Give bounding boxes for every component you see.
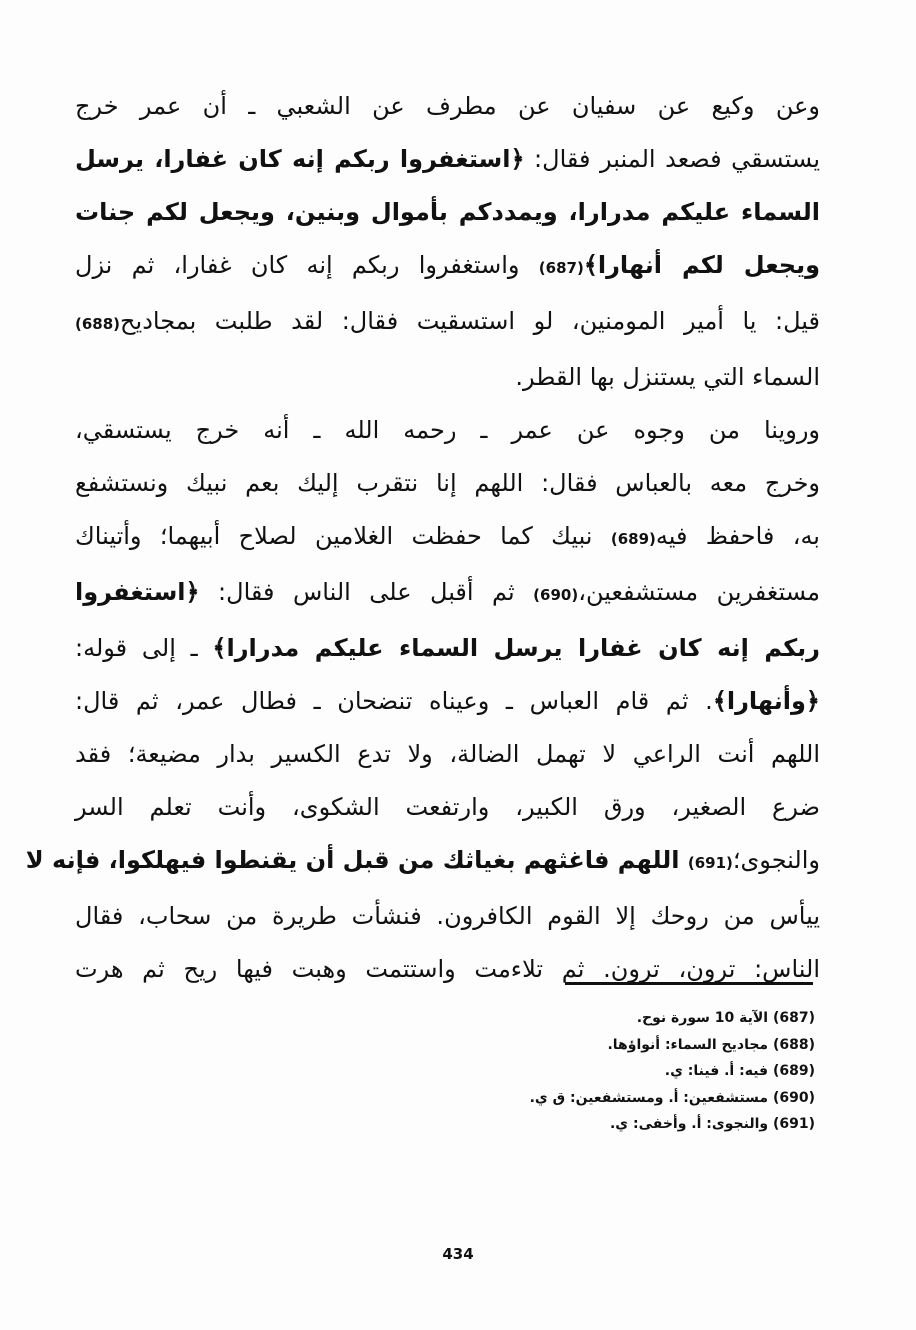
text-segment: ثم أقبل على الناس فقال: [199,578,534,606]
text-line [75,351,820,404]
footnote-688: (688) مجاديح السماء: أنواؤها. [607,1036,815,1053]
text-line [75,781,820,834]
text-segment: نبيك كما حفظت الغلامين لصلاح أبيهما؛ وأتيناك [75,522,611,550]
footnote-divider [565,982,813,985]
quran-quote: ربكم إنه كان غفارا يرسل السماء عليكم مدرارا﴾ [212,634,820,662]
footnote-691: (691) والنجوى: أ. وأخفى: ي. [609,1116,815,1132]
quran-quote: ويجعل لكم أنهارا﴾ [583,251,820,279]
text-segment: وروينا من وجوه عن عمر ـ رحمه الله ـ أنه خرج يستسقي، [75,416,820,444]
text-line [75,239,820,295]
text-line [75,510,820,566]
text-line [75,890,820,943]
text-line [75,457,820,510]
text-segment: والنجوى؛ [732,846,820,874]
text-line [75,186,820,239]
text-line [75,622,820,675]
footnote-689: (689) فيه: أ. فينا: ي. [664,1063,815,1079]
footnote-690: (690) مستشفعين: أ. ومستشفعين: ق ي. [529,1089,815,1106]
text-line [75,133,820,186]
text-segment: به، فاحفظ فيه [655,522,820,550]
text-segment: مستغفرين مستشفعين، [578,578,820,606]
footnote-ref[interactable]: (689) [610,530,656,548]
text-segment: ـ إلى قوله: [75,634,213,662]
text-segment: قيل: يا أمير المومنين، لو استسقيت فقال: لقد طلبت بمجاديح [120,307,820,335]
text-line [75,675,820,728]
text-line [75,404,820,457]
footnote-ref[interactable]: (691) [687,854,733,872]
text-line [75,943,820,996]
text-segment: اللهم أنت الراعي لا تهمل الضالة، ولا تدع الكسير بدار مضيعة؛ فقد [75,740,820,768]
quran-quote: ﴿استغفروا [75,578,200,606]
text-line [75,566,820,622]
text-line [75,295,820,351]
paragraph-2 [25,404,820,996]
text-segment: . ثم قام العباس ـ وعيناه تنضحان ـ فطال عمر، ثم قال: [75,687,713,715]
text-segment: واستغفروا ربكم إنه كان غفارا، ثم نزل [75,251,539,279]
text-segment: ييأس من روحك إلا القوم الكافرون. فنشأت طريرة من سحاب، فقال [75,902,820,930]
paragraph-1 [75,80,820,404]
text-line [25,834,820,890]
text-segment: وعن وكيع عن سفيان عن مطرف عن الشعبي ـ أن عمر خرج [75,92,820,120]
footnote-ref[interactable]: (687) [538,259,584,277]
quran-quote: ﴿استغفروا ربكم إنه كان غفارا، يرسل [75,145,525,173]
text-line [75,80,820,133]
text-segment: وخرج معه بالعباس فقال: اللهم إنا نتقرب إليك بعم نبيك ونستشفع [75,469,820,497]
footnotes [330,1005,815,1138]
text-segment: السماء التي يستنزل بها القطر. [515,363,820,391]
text-segment: ضرع الصغير، ورق الكبير، وارتفعت الشكوى، وأنت تعلم السر [75,793,820,821]
page-number: 434 [442,1245,474,1263]
text-segment: يستسقي فصعد المنبر فقال: [524,145,821,173]
footnote-687: (687) الآية 10 سورة نوح. [636,1010,815,1026]
quran-quote: ﴿وأنهارا﴾ [712,687,820,715]
text-line [75,728,820,781]
footnote-ref[interactable]: (688) [75,315,121,333]
main-text [25,80,821,996]
quran-quote: السماء عليكم مدرارا، ويمددكم بأموال وبنين، ويجعل لكم جنات [75,198,820,226]
text-segment: اللهم فاغثهم بغياثك من قبل أن يقنطوا فيهلكوا، فإنه لا [25,846,688,874]
footnote-ref[interactable]: (690) [533,586,579,604]
text-segment: الناس: ترون، ترون. ثم تلاءمت واستتمت وهبت فيها ريح ثم هرت [75,955,820,983]
